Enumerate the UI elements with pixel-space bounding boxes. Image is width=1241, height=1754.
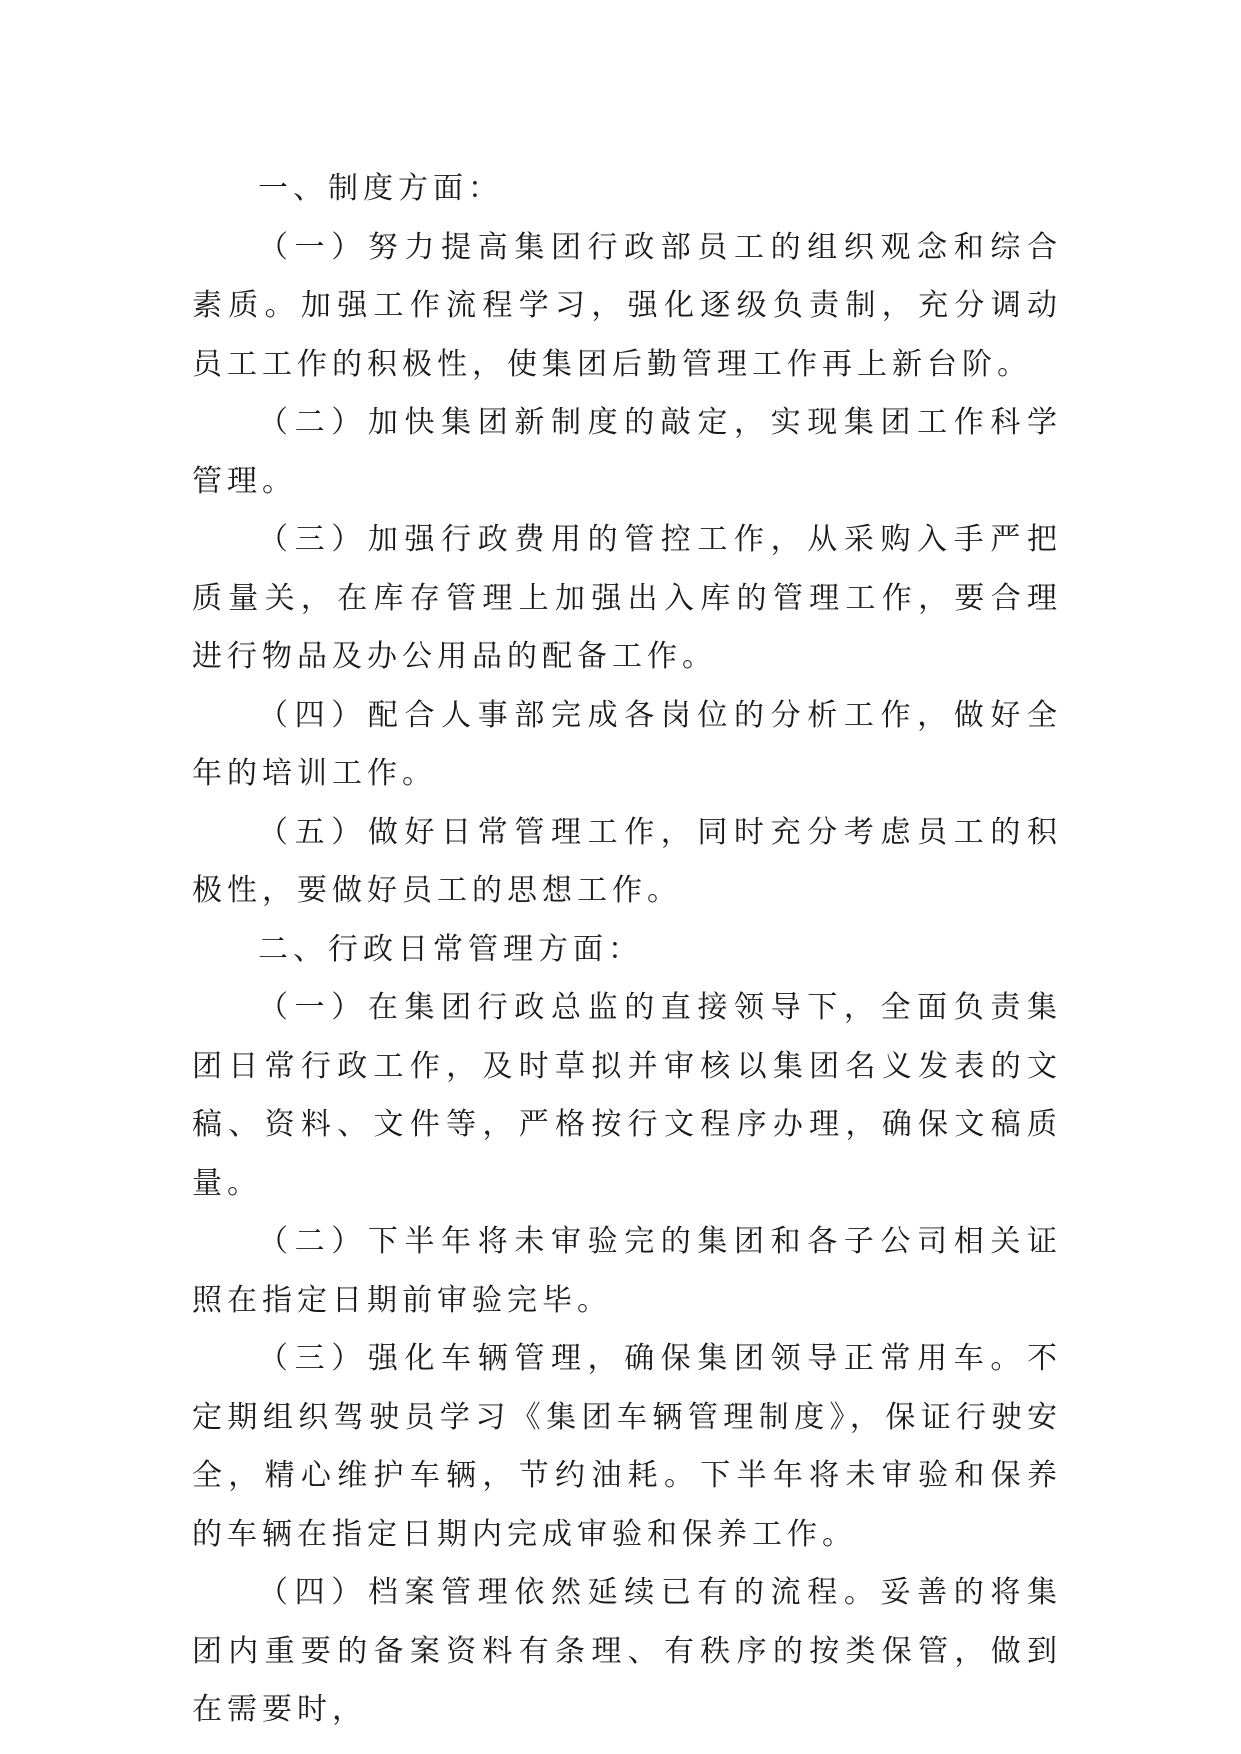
paragraph: （三）加强行政费用的管控工作，从采购入手严把质量关，在库存管理上加强出入库的管理工作，要合理进行物品及办公用品的配备工作。	[192, 522, 1062, 674]
paragraph: （四）档案管理依然延续已有的流程。妥善的将集团内重要的备案资料有条理、有秩序的按类保管，做到在需要时，	[192, 1575, 1062, 1727]
section-heading-institution: 一、制度方面：	[258, 171, 503, 206]
paragraph: （一）努力提高集团行政部员工的组织观念和综合素质。加强工作流程学习，强化逐级负责制，充分调动员工工作的积极性，使集团后勤管理工作再上新台阶。	[192, 229, 1062, 382]
section-heading-daily-management: 二、行政日常管理方面：	[258, 931, 643, 967]
document-body	[192, 160, 1062, 1740]
paragraph: （三）强化车辆管理，确保集团领导正常用车。不定期组织驾驶员学习《集团车辆管理制度》，保证行驶安全，精心维护车辆，节约油耗。下半年将未审验和保养的车辆在指定日期内完成审验和保养工作。	[192, 1341, 1062, 1552]
paragraph: （一）在集团行政总监的直接领导下，全面负责集团日常行政工作，及时草拟并审核以集团名义发表的文稿、资料、文件等，严格按行文程序办理，确保文稿质量。	[192, 990, 1062, 1201]
paragraph: （四）配合人事部完成各岗位的分析工作，做好全年的培训工作。	[192, 697, 1062, 791]
paragraph: （二）下半年将未审验完的集团和各子公司相关证照在指定日期前审验完毕。	[192, 1224, 1062, 1318]
paragraph: （五）做好日常管理工作，同时充分考虑员工的积极性，要做好员工的思想工作。	[192, 814, 1062, 908]
paragraph: （二）加快集团新制度的敲定，实现集团工作科学管理。	[192, 405, 1062, 499]
